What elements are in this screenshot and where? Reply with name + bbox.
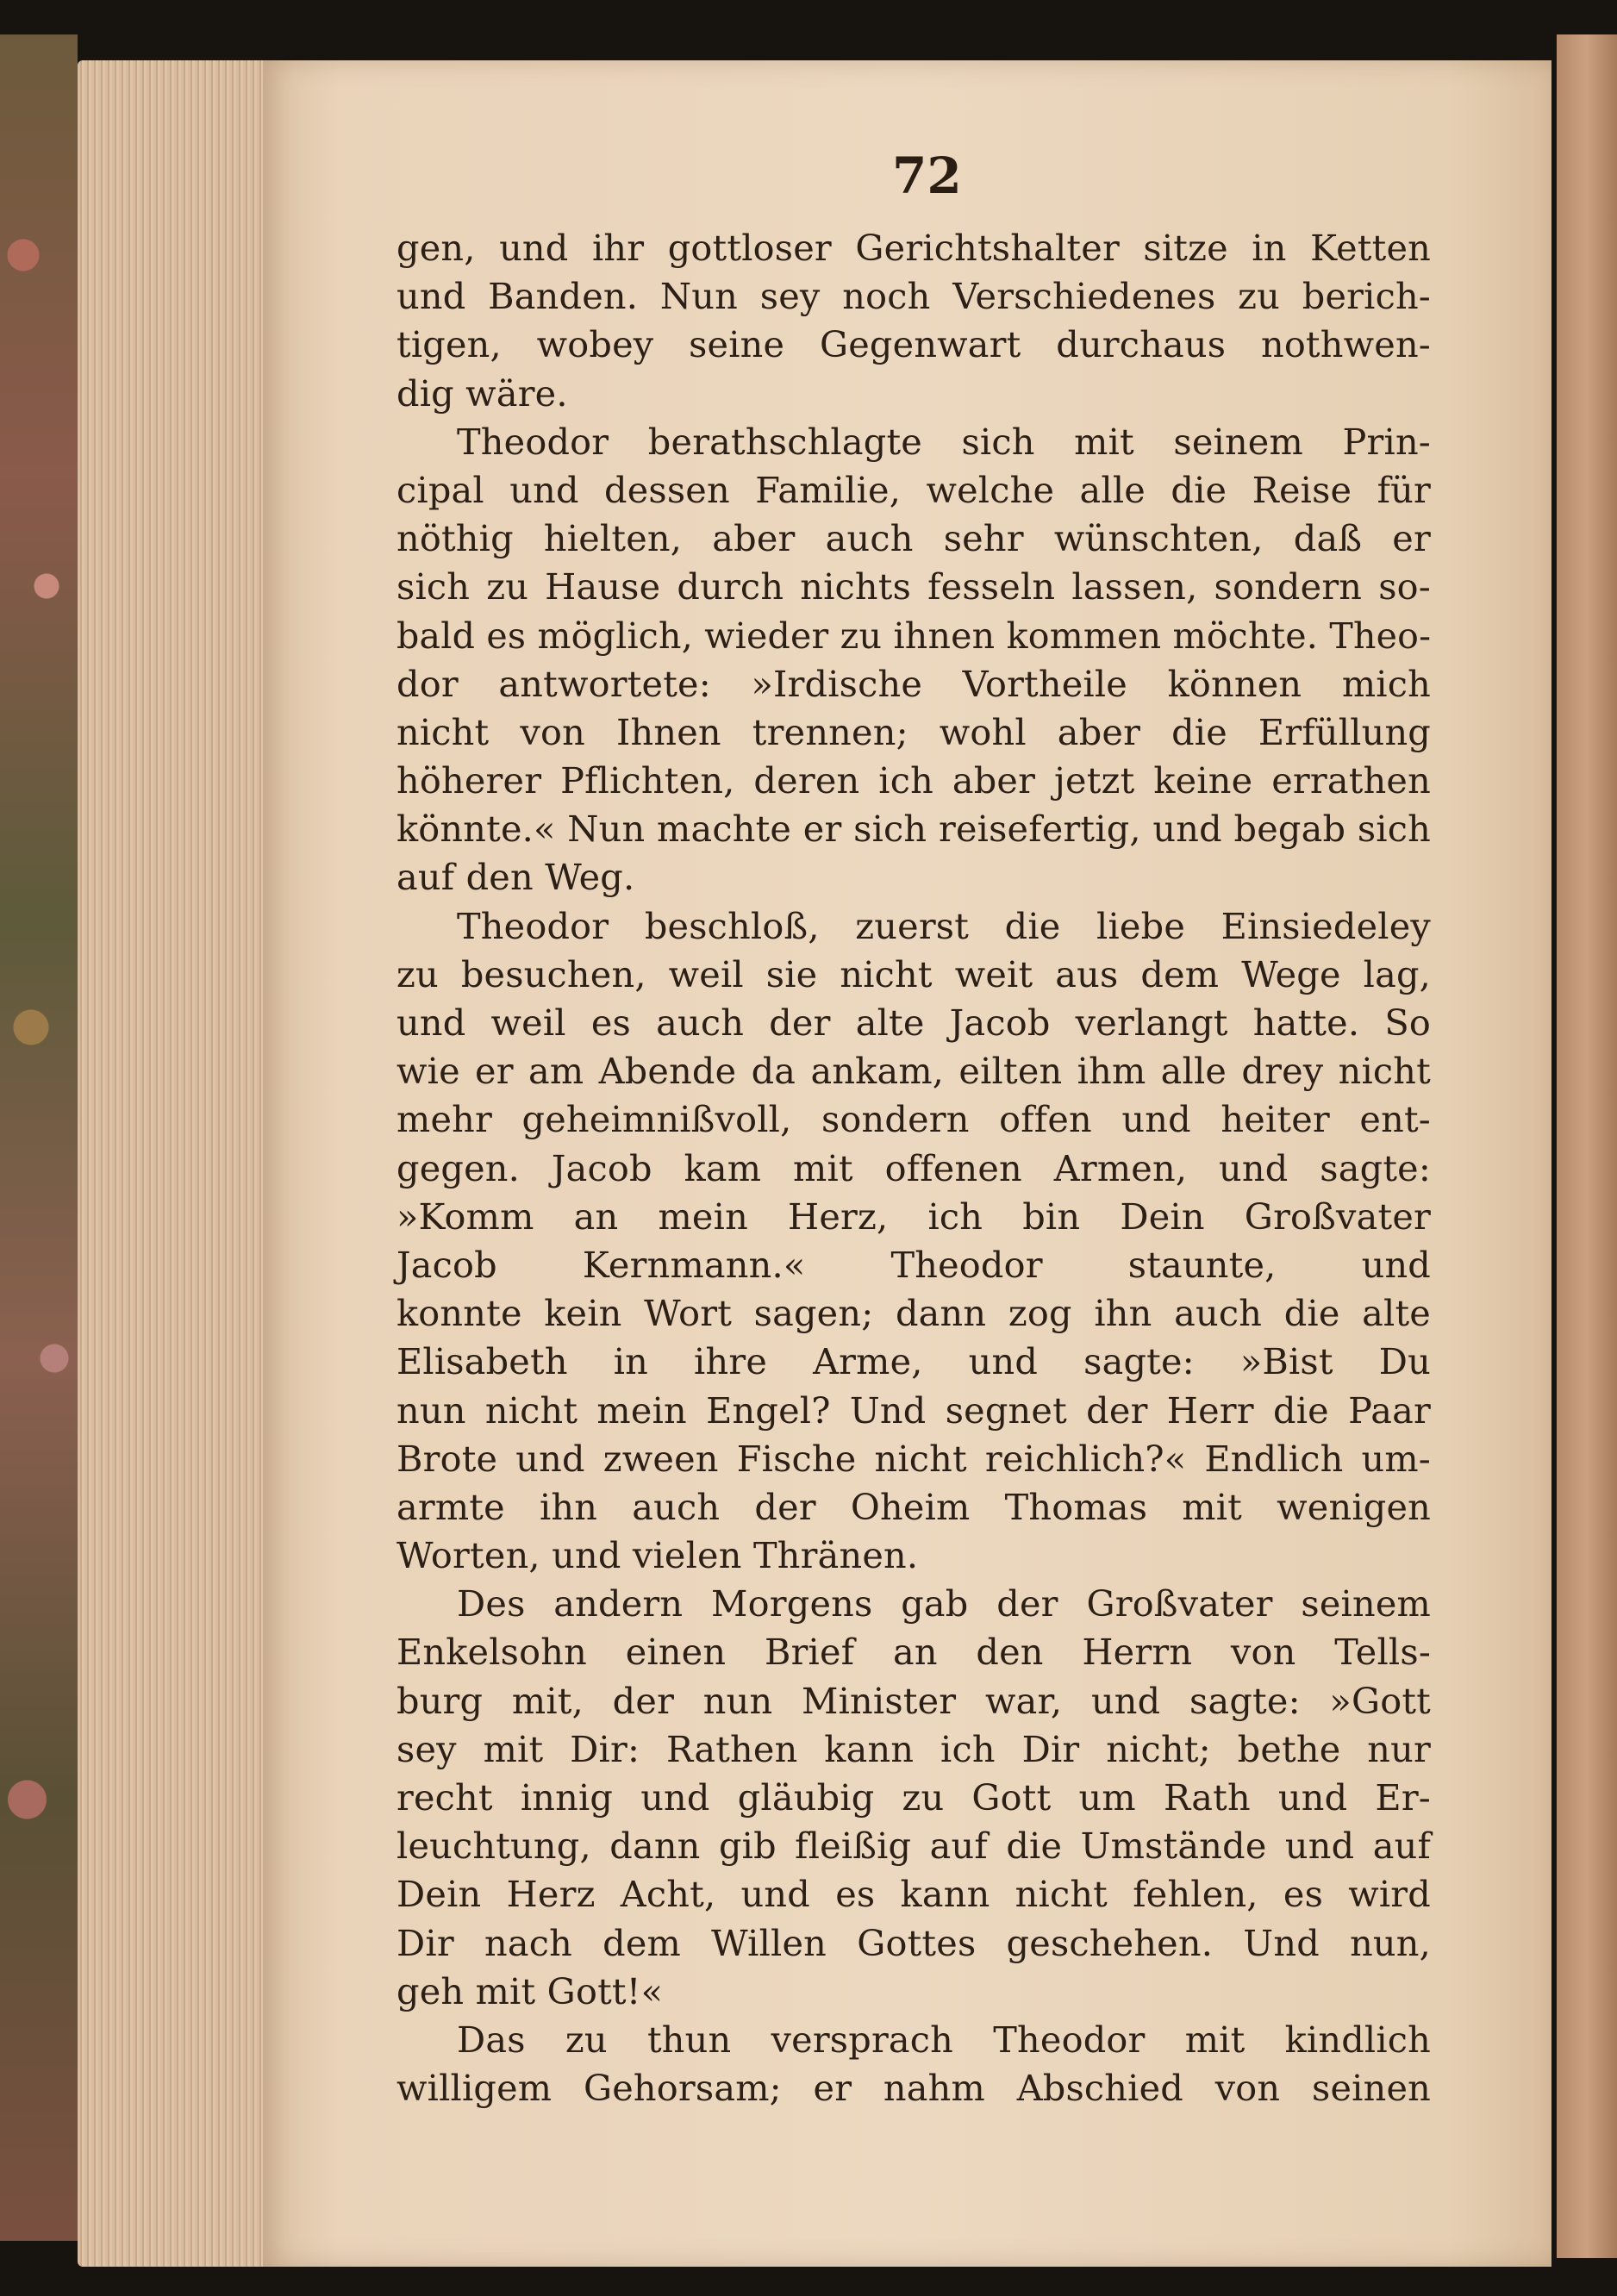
text-line: dig wäre. [396, 372, 568, 415]
text-line: Dein Herz Acht, und es kann nicht fehlen, es wird [396, 1874, 1431, 1916]
text-line: auf den Weg. [396, 857, 635, 899]
text-line: gegen. Jacob kam mit offenen Armen, und sagte: [396, 1147, 1431, 1189]
text-line: dor antwortete: »Irdische Vortheile können mich [396, 663, 1431, 705]
text-line: wie er am Abende da ankam, eilten ihm alle drey nicht [396, 1051, 1431, 1093]
text-line: nun nicht mein Engel? Und segnet der Herr die Paar [396, 1389, 1431, 1432]
text-line: höherer Pflichten, deren ich aber jetzt keine errathen [396, 760, 1431, 802]
text-line: gen, und ihr gottloser Gerichtshalter sitze in Ketten [396, 228, 1431, 269]
cover-edge-right [1557, 34, 1617, 2258]
text-line: Enkelsohn einen Brief an den Herrn von Tells- [396, 1632, 1431, 1674]
text-line: und weil es auch der alte Jacob verlangt hatte. So [396, 1002, 1431, 1044]
text-line: burg mit, der nun Minister war, und sagte: »Gott [396, 1680, 1431, 1722]
text-line: willigem Gehorsam; er nahm Abschied von seinen [396, 2068, 1431, 2110]
text-line: Worten, und vielen Thränen. [396, 1535, 919, 1577]
text-line: nöthig hielten, aber auch sehr wünschten, daß er [396, 518, 1431, 560]
text-line: tigen, wobey seine Gegenwart durchaus nothwen- [396, 324, 1431, 366]
text-line: Dir nach dem Willen Gottes geschehen. Und nun, [396, 1922, 1431, 1964]
text-line: Theodor berathschlagte sich mit seinem Prin- [457, 421, 1431, 463]
text-line: nicht von Ihnen trennen; wohl aber die Erfüllung [396, 711, 1431, 753]
text-line: leuchtung, dann gib fleißig auf die Umstände und auf [396, 1825, 1431, 1868]
marbled-cover [0, 34, 78, 2241]
body-text [396, 224, 1431, 2112]
text-line: Das zu thun versprach Theodor mit kindlich [457, 2018, 1431, 2061]
text-line: zu besuchen, weil sie nicht weit aus dem Wege lag, [396, 953, 1431, 995]
text-line: könnte.« Nun machte er sich reisefertig, und begab sich [396, 808, 1431, 851]
text-line: recht innig und gläubig zu Gott um Rath und Er- [396, 1777, 1431, 1819]
text-line: Theodor beschloß, zuerst die liebe Einsiedeley [457, 905, 1431, 947]
text-line: cipal und dessen Familie, welche alle die Reise für [396, 469, 1431, 511]
text-line: Jacob Kernmann.« Theodor staunte, und [396, 1244, 1431, 1286]
text-line: sich zu Hause durch nichts fesseln lassen, sondern so- [396, 566, 1431, 608]
page-edges [78, 60, 267, 2267]
text-line: Brote und zween Fische nicht reichlich?« Endlich um- [396, 1438, 1431, 1480]
text-line: mehr geheimnißvoll, sondern offen und heiter ent- [396, 1099, 1431, 1141]
text-line: geh mit Gott!« [396, 1970, 664, 2012]
text-line: Des andern Morgens gab der Großvater seinem [457, 1583, 1431, 1625]
text-line: sey mit Dir: Rathen kann ich Dir nicht; bethe nur [396, 1728, 1431, 1770]
text-line: Elisabeth in ihre Arme, und sagte: »Bist Du [396, 1341, 1431, 1383]
text-line: bald es möglich, wieder zu ihnen kommen möchte. Theo- [396, 615, 1432, 657]
page-number: 72 [892, 147, 962, 205]
text-line: »Komm an mein Herz, ich bin Dein Großvater [396, 1195, 1431, 1238]
text-line: konnte kein Wort sagen; dann zog ihn auch die alte [396, 1293, 1431, 1335]
text-line: armte ihn auch der Oheim Thomas mit wenigen [396, 1486, 1431, 1528]
text-line: und Banden. Nun sey noch Verschiedenes zu berich- [396, 276, 1431, 318]
